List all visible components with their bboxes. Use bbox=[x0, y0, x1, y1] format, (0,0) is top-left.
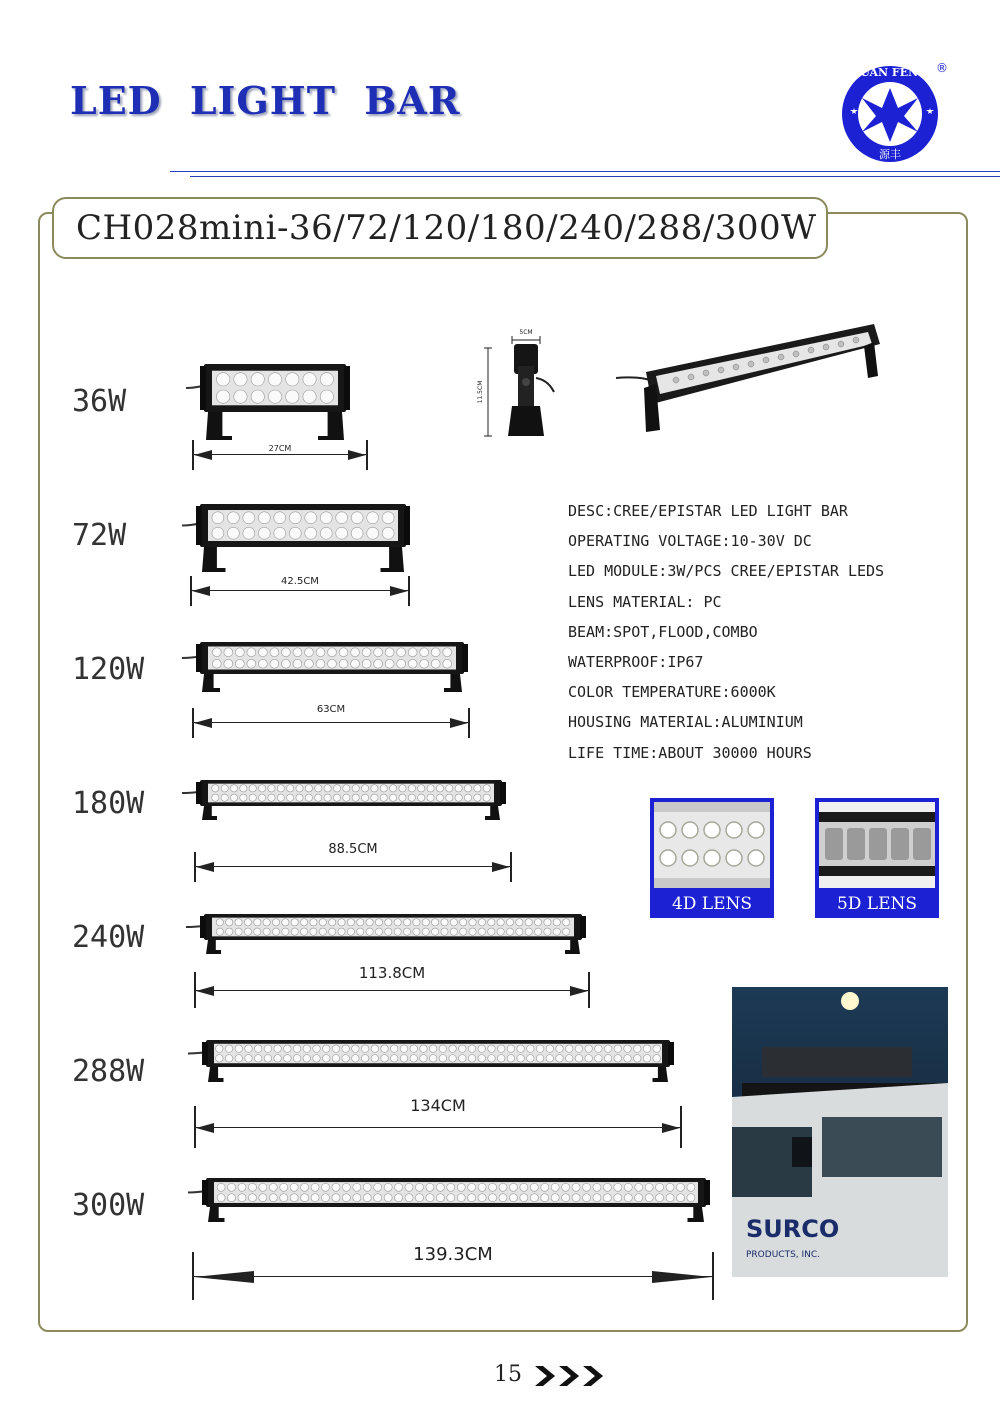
spec-voltage: OPERATING VOLTAGE:10-30V DC bbox=[568, 532, 812, 551]
dimension-288w bbox=[194, 1096, 682, 1148]
lens-5d-label: 5D LENS bbox=[836, 894, 918, 914]
page-number: 15 bbox=[494, 1362, 522, 1387]
lens-4d-label: 4D LENS bbox=[671, 894, 753, 914]
registered-mark: ® bbox=[936, 61, 948, 75]
photo-sign-subtext: PRODUCTS, INC. bbox=[746, 1250, 821, 1260]
dimension-288w-label: 134CM bbox=[410, 1096, 466, 1115]
light-bar-36w-image bbox=[186, 362, 354, 440]
dimension-36w bbox=[192, 440, 368, 470]
watt-label-120w: 120W bbox=[72, 652, 145, 687]
side-view-diagram bbox=[474, 326, 566, 442]
watt-label-300w: 300W bbox=[72, 1188, 145, 1223]
watt-label-180w: 180W bbox=[72, 786, 145, 821]
light-bar-300w-image bbox=[188, 1176, 714, 1222]
brand-name: YUAN FENG bbox=[852, 66, 928, 79]
watt-label-72w: 72W bbox=[72, 518, 127, 553]
dimension-180w bbox=[194, 842, 512, 882]
dimension-180w-label: 88.5CM bbox=[328, 842, 378, 857]
lens-4d-image bbox=[654, 802, 770, 888]
dimension-36w-label: 27CM bbox=[268, 444, 292, 453]
dimension-240w bbox=[194, 964, 590, 1008]
light-bar-240w-image bbox=[186, 912, 590, 954]
page-title: LED LIGHT BAR bbox=[70, 78, 461, 123]
watt-label-288w: 288W bbox=[72, 1054, 145, 1089]
spec-desc: DESC:CREE/EPISTAR LED LIGHT BAR bbox=[568, 502, 848, 520]
dimension-120w bbox=[192, 704, 470, 738]
spec-led-module: LED MODULE:3W/PCS CREE/EPISTAR LEDS bbox=[568, 562, 885, 581]
dimension-72w-label: 42.5CM bbox=[281, 576, 319, 587]
next-page-chevrons-icon bbox=[535, 1364, 607, 1388]
watt-label-36w: 36W bbox=[72, 384, 127, 419]
spec-life-time: LIFE TIME:ABOUT 30000 HOURS bbox=[568, 743, 812, 762]
lens-5d-card bbox=[815, 798, 939, 918]
spec-lens-material: LENS MATERIAL: PC bbox=[568, 592, 722, 611]
spec-beam: BEAM:SPOT,FLOOD,COMBO bbox=[568, 622, 758, 641]
side-view-height-label: 11.5CM bbox=[477, 380, 484, 404]
dimension-240w-label: 113.8CM bbox=[358, 964, 426, 982]
lens-5d-image bbox=[819, 802, 935, 888]
lens-4d-card bbox=[650, 798, 774, 918]
brand-logo bbox=[838, 58, 948, 164]
header-divider bbox=[170, 171, 1000, 172]
watt-label-240w: 240W bbox=[72, 920, 145, 955]
header-divider-secondary bbox=[190, 176, 1000, 177]
spec-waterproof: WATERPROOF:IP67 bbox=[568, 652, 704, 671]
light-bar-perspective-image bbox=[616, 318, 892, 438]
light-bar-120w-image bbox=[182, 640, 472, 692]
light-bar-288w-image bbox=[188, 1038, 678, 1082]
dimension-72w bbox=[190, 576, 410, 606]
specification-list bbox=[568, 500, 884, 772]
spec-color-temperature: COLOR TEMPERATURE:6000K bbox=[568, 683, 776, 702]
light-bar-72w-image bbox=[182, 502, 414, 572]
dimension-300w-label: 139.3CM bbox=[413, 1244, 493, 1265]
model-code: CH028mini-36/72/120/180/240/288/300W bbox=[52, 197, 828, 259]
brand-name-cn: 源丰 bbox=[879, 148, 901, 161]
photo-sign-text: SURCO bbox=[746, 1215, 840, 1243]
spec-housing-material: HOUSING MATERIAL:ALUMINIUM bbox=[568, 713, 803, 732]
dimension-300w bbox=[192, 1244, 714, 1300]
light-bar-180w-image bbox=[182, 778, 510, 820]
side-view-width-label: 5CM bbox=[519, 329, 533, 336]
vehicle-photo bbox=[732, 987, 948, 1277]
dimension-120w-label: 63CM bbox=[316, 704, 346, 715]
